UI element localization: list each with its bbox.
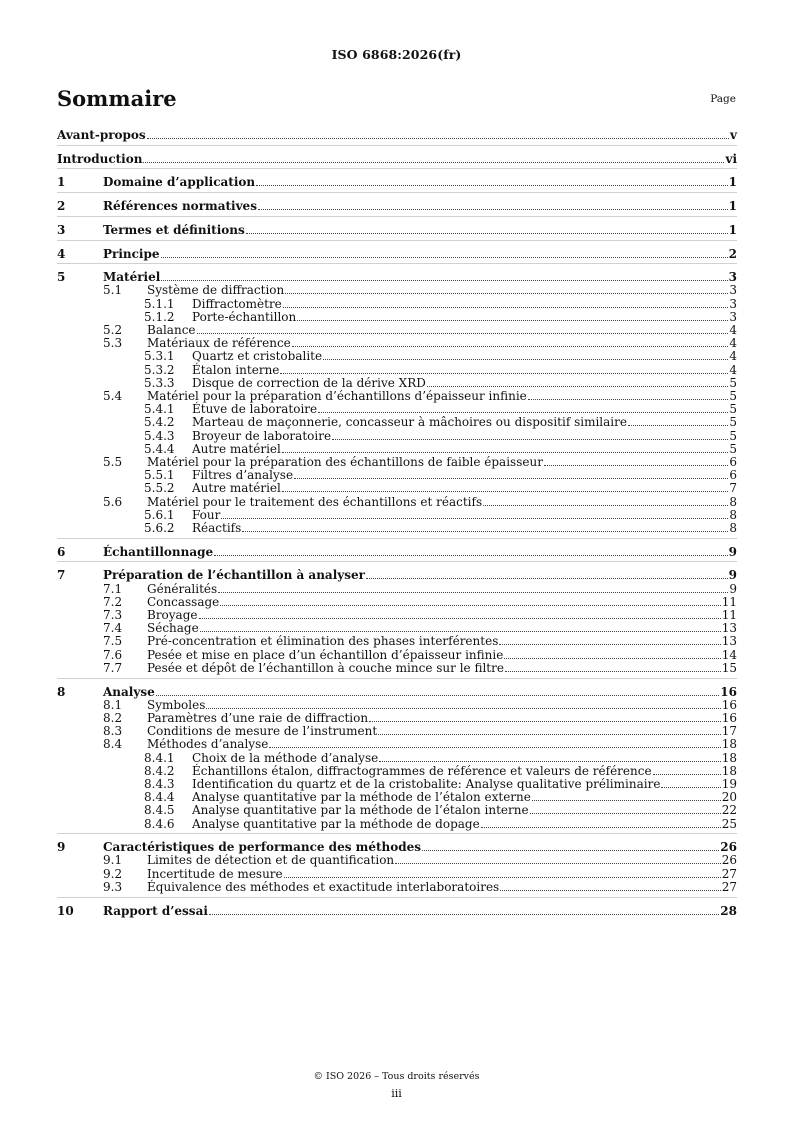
- toc-entry-page: 8: [729, 507, 737, 522]
- toc-entry-title: Diffractomètre: [192, 296, 282, 311]
- toc-entry-page: 4: [729, 336, 737, 351]
- toc-entry-number: 5.5.1: [144, 468, 175, 483]
- toc-entry[interactable]: [57, 223, 737, 237]
- dot-leader: [505, 671, 721, 672]
- dot-leader: [323, 359, 728, 360]
- toc-entry[interactable]: [57, 376, 737, 390]
- dot-leader: [427, 386, 728, 387]
- dot-leader: [285, 293, 728, 294]
- toc-entry-number: 6: [57, 544, 66, 559]
- toc-entry-page: 27: [721, 879, 737, 894]
- toc-entry-page: 26: [720, 840, 737, 855]
- toc-entry-number: 5.2: [103, 323, 123, 337]
- toc-entry-page: 5: [729, 441, 737, 456]
- toc-entry-page: 27: [721, 866, 737, 881]
- toc-entry[interactable]: [57, 495, 737, 509]
- dot-leader: [532, 800, 721, 801]
- toc-entry-page: 3: [729, 296, 737, 311]
- toc-entry-page: 6: [729, 455, 737, 469]
- dot-leader: [530, 813, 721, 814]
- toc-entry[interactable]: [57, 790, 737, 804]
- toc-entry-page: 16: [721, 697, 737, 712]
- dot-leader: [653, 774, 721, 775]
- toc-entry-page: 13: [721, 621, 737, 636]
- toc-entry-title: Concassage: [147, 594, 220, 609]
- toc-entry-title: Caractéristiques de performance des méthodes: [103, 840, 422, 855]
- toc-entry-number: 5.5.2: [144, 481, 175, 496]
- toc-entry-number: 1: [57, 175, 66, 190]
- toc-entry-page: 9: [728, 544, 737, 559]
- dot-leader: [661, 787, 720, 788]
- toc-entry[interactable]: [57, 711, 737, 725]
- toc-entry-number: 7.5: [103, 634, 123, 649]
- toc-entry[interactable]: [57, 634, 737, 648]
- toc-entry-number: 5.4: [103, 389, 123, 403]
- toc-entry-page: 28: [720, 903, 737, 918]
- toc-entry[interactable]: [57, 508, 737, 522]
- toc-entry-page: vi: [725, 151, 737, 166]
- toc-entry-number: 5.6.2: [144, 521, 175, 535]
- dot-leader: [282, 452, 729, 453]
- toc-entry-number: 5.6.1: [144, 507, 175, 522]
- toc-separator: [57, 897, 737, 898]
- dot-leader: [366, 578, 728, 579]
- toc-entry-title: Généralités: [147, 581, 218, 596]
- toc-separator: [57, 263, 737, 264]
- toc-entry-page: 6: [729, 468, 737, 483]
- dot-leader: [332, 439, 728, 440]
- toc-entry[interactable]: [57, 764, 737, 778]
- toc-entry-page: 7: [729, 481, 737, 496]
- toc-entry-number: 9: [57, 840, 66, 855]
- toc-entry[interactable]: [57, 582, 737, 596]
- toc-entry-title: Analyse quantitative par la méthode de l’étalon interne: [192, 803, 529, 818]
- dot-leader: [220, 605, 720, 606]
- toc-entry-title: Identification du quartz et de la cristobalite: Analyse qualitative préliminaire: [192, 776, 661, 791]
- toc-entry-title: Pesée et mise en place d’un échantillon d’épaisseur infinie: [147, 647, 504, 662]
- toc-entry[interactable]: [57, 751, 737, 765]
- dot-leader: [500, 890, 721, 891]
- toc-entry[interactable]: [57, 521, 737, 535]
- dot-leader: [200, 631, 721, 632]
- dot-leader: [628, 425, 728, 426]
- toc-entry-page: 1: [728, 199, 737, 214]
- toc-entry-number: 7.6: [103, 647, 123, 662]
- toc-entry-title: Choix de la méthode d’analyse: [192, 750, 379, 765]
- toc-entry[interactable]: [57, 867, 737, 881]
- toc-entry-page: 4: [729, 349, 737, 364]
- copyright-footer: © ISO 2026 – Tous droits réservés: [313, 1071, 480, 1082]
- toc-entry-number: 8.1: [103, 697, 123, 712]
- dot-leader: [147, 138, 729, 139]
- toc-entry[interactable]: [57, 429, 737, 443]
- toc-separator: [57, 833, 737, 834]
- toc-entry-title: Matériel pour la préparation des échantillons de faible épaisseur: [147, 455, 543, 469]
- dot-leader: [318, 412, 728, 413]
- toc-entry-number: 5.1.1: [144, 296, 175, 311]
- toc-entry-page: 11: [721, 594, 737, 609]
- dot-leader: [143, 162, 724, 163]
- toc-entry-title: Réactifs: [192, 521, 242, 535]
- dot-leader: [214, 555, 727, 556]
- toc-entry-page: 15: [721, 660, 737, 675]
- toc-entry[interactable]: [57, 310, 737, 324]
- toc-entry-number: 8.4.5: [144, 803, 175, 818]
- toc-entry-page: 4: [729, 323, 737, 337]
- toc-entry[interactable]: [57, 621, 737, 635]
- toc-entry-title: Introduction: [57, 151, 143, 166]
- toc-entry[interactable]: [57, 152, 737, 166]
- toc-entry-number: 10: [57, 903, 74, 918]
- toc-entry-page: 16: [721, 710, 737, 725]
- dot-leader: [528, 399, 729, 400]
- toc-entry[interactable]: [57, 777, 737, 791]
- toc-entry-title: Échantillonnage: [103, 544, 214, 559]
- toc-entry[interactable]: [57, 661, 737, 675]
- toc-entry[interactable]: [57, 199, 737, 213]
- toc-entry-page: 8: [729, 521, 737, 535]
- dot-leader: [282, 491, 729, 492]
- toc-entry-title: Filtres d’analyse: [192, 468, 294, 483]
- toc-entry-number: 3: [57, 222, 66, 237]
- toc-entry-title: Principe: [103, 246, 160, 261]
- toc-entry-title: Rapport d’essai: [103, 903, 208, 918]
- dot-leader: [246, 233, 728, 234]
- toc-entry[interactable]: [57, 803, 737, 817]
- toc-entry[interactable]: [57, 648, 737, 662]
- toc-entry-number: 9.1: [103, 853, 123, 868]
- dot-leader: [544, 465, 728, 466]
- toc-entry-title: Autre matériel: [192, 481, 281, 496]
- toc-entry-title: Étalon interne: [192, 362, 280, 377]
- toc-entry-number: 8.4.4: [144, 790, 175, 805]
- dot-leader: [206, 708, 720, 709]
- toc-entry[interactable]: [57, 455, 737, 469]
- toc-entry-number: 5.3.2: [144, 362, 175, 377]
- toc-entry-title: Matériel: [103, 270, 161, 285]
- toc-entry-page: 5: [729, 415, 737, 430]
- toc-entry-title: Échantillons étalon, diffractogrammes de référence et valeurs de référence: [192, 763, 652, 778]
- toc-separator: [57, 240, 737, 241]
- toc-entry-page: v: [730, 128, 737, 142]
- toc-entry[interactable]: [57, 363, 737, 377]
- toc-entry-number: 7.1: [103, 581, 123, 596]
- toc-entry[interactable]: [57, 737, 737, 751]
- page-title: Sommaire: [57, 86, 177, 111]
- toc-entry-page: 5: [729, 375, 737, 390]
- dot-leader: [199, 618, 721, 619]
- toc-entry-title: Matériel pour le traitement des échantillons et réactifs: [147, 494, 483, 509]
- dot-leader: [209, 914, 719, 915]
- toc-entry[interactable]: [57, 336, 737, 350]
- dot-leader: [256, 185, 728, 186]
- toc-entry-number: 7.3: [103, 608, 123, 622]
- toc-entry-title: Autre matériel: [192, 441, 281, 456]
- dot-leader: [481, 827, 721, 828]
- toc-entry[interactable]: [57, 442, 737, 456]
- toc-entry-number: 5: [57, 270, 66, 285]
- toc-entry[interactable]: [57, 247, 737, 261]
- dot-leader: [161, 257, 728, 258]
- toc-entry-title: Incertitude de mesure: [147, 866, 283, 881]
- toc-entry-page: 5: [729, 428, 737, 443]
- toc-entry-number: 7.2: [103, 594, 123, 609]
- toc-entry-number: 9.2: [103, 866, 123, 881]
- toc-entry-title: Limites de détection et de quantification: [147, 853, 395, 868]
- toc-entry-page: 9: [728, 568, 737, 583]
- toc-entry-title: Analyse quantitative par la méthode de dopage: [192, 816, 480, 831]
- toc-entry-title: Matériel pour la préparation d’échantillons d’épaisseur infinie: [147, 389, 527, 403]
- page-number: iii: [391, 1087, 402, 1100]
- toc-entry[interactable]: [57, 270, 737, 284]
- toc-separator: [57, 192, 737, 193]
- toc-entry-title: Marteau de maçonnerie, concasseur à mâchoires ou dispositif similaire: [192, 415, 627, 430]
- toc-entry-title: Étuve de laboratoire: [192, 402, 318, 417]
- toc-entry-title: Références normatives: [103, 199, 257, 214]
- toc-entry-page: 16: [720, 684, 737, 699]
- toc-entry-number: 8.2: [103, 710, 123, 725]
- toc-entry-number: 5.6: [103, 494, 123, 509]
- toc-entry[interactable]: [57, 323, 737, 337]
- toc-entry-page: 11: [721, 608, 737, 622]
- toc-entry-number: 5.3.3: [144, 375, 175, 390]
- dot-leader: [483, 505, 728, 506]
- toc-entry[interactable]: [57, 840, 737, 854]
- toc-separator: [57, 168, 737, 169]
- toc-entry[interactable]: [57, 853, 737, 867]
- dot-leader: [156, 695, 720, 696]
- toc-entry-page: 19: [721, 776, 737, 791]
- dot-leader: [294, 478, 728, 479]
- toc-entry-page: 1: [728, 175, 737, 190]
- dot-leader: [242, 531, 728, 532]
- toc-entry[interactable]: [57, 349, 737, 363]
- toc-entry-title: Système de diffraction: [147, 283, 285, 298]
- toc-entry-page: 20: [721, 790, 737, 805]
- toc-separator: [57, 561, 737, 562]
- toc-entry-title: Méthodes d’analyse: [147, 737, 269, 752]
- toc-entry-number: 5.4.3: [144, 428, 175, 443]
- toc-entry-number: 8.4.1: [144, 750, 175, 765]
- toc-entry[interactable]: [57, 724, 737, 738]
- toc-entry-title: Analyse: [103, 684, 155, 699]
- toc-entry-title: Équivalence des méthodes et exactitude interlaboratoires: [147, 879, 500, 894]
- toc-entry-number: 8.4.6: [144, 816, 175, 831]
- toc-entry-page: 8: [729, 494, 737, 509]
- toc-entry[interactable]: [57, 568, 737, 582]
- dot-leader: [280, 373, 728, 374]
- dot-leader: [218, 592, 728, 593]
- dot-leader: [369, 721, 721, 722]
- toc-entry-title: Pesée et dépôt de l’échantillon à couche mince sur le filtre: [147, 660, 504, 675]
- dot-leader: [283, 307, 729, 308]
- toc-entry-number: 4: [57, 246, 66, 261]
- toc-entry[interactable]: [57, 468, 737, 482]
- toc-entry-number: 7: [57, 568, 66, 583]
- toc-entry[interactable]: [57, 817, 737, 831]
- toc-entry-page: 9: [729, 581, 737, 596]
- toc-entry-page: 3: [729, 309, 737, 324]
- toc-entry-title: Four: [192, 507, 221, 522]
- toc-entry-title: Symboles: [147, 697, 206, 712]
- dot-leader: [269, 747, 720, 748]
- toc-entry-page: 1: [728, 222, 737, 237]
- page-column-label: Page: [710, 93, 736, 105]
- toc-entry-page: 13: [721, 634, 737, 649]
- toc-entry-title: Préparation de l’échantillon à analyser: [103, 568, 365, 583]
- toc-entry[interactable]: [57, 128, 737, 142]
- toc-entry-page: 3: [728, 270, 737, 285]
- toc-entry-number: 5.4.1: [144, 402, 175, 417]
- toc-entry[interactable]: [57, 608, 737, 622]
- toc-entry-page: 5: [729, 389, 737, 403]
- dot-leader: [499, 644, 720, 645]
- dot-leader: [292, 346, 729, 347]
- toc-entry-title: Broyage: [147, 608, 198, 622]
- toc-entry[interactable]: [57, 545, 737, 559]
- toc-entry[interactable]: [57, 415, 737, 429]
- toc-entry-number: 5.4.2: [144, 415, 175, 430]
- toc-entry-title: Disque de correction de la dérive XRD: [192, 375, 426, 390]
- toc-entry-page: 18: [721, 750, 737, 765]
- dot-leader: [395, 863, 721, 864]
- toc-entry-number: 8.4.2: [144, 763, 175, 778]
- toc-entry[interactable]: [57, 389, 737, 403]
- toc-entry[interactable]: [57, 904, 737, 918]
- toc-entry[interactable]: [57, 481, 737, 495]
- toc-entry-page: 5: [729, 402, 737, 417]
- toc-entry-number: 8: [57, 684, 66, 699]
- toc-entry[interactable]: [57, 283, 737, 297]
- toc-entry-title: Domaine d’application: [103, 175, 256, 190]
- dot-leader: [504, 658, 720, 659]
- document-id-header: ISO 6868:2026(fr): [331, 47, 462, 62]
- toc-entry[interactable]: [57, 698, 737, 712]
- dot-leader: [161, 280, 727, 281]
- toc-entry-number: 5.4.4: [144, 441, 175, 456]
- toc-entry-number: 9.3: [103, 879, 123, 894]
- toc-separator: [57, 678, 737, 679]
- toc-entry-number: 5.3.1: [144, 349, 175, 364]
- toc-entry-title: Termes et définitions: [103, 222, 245, 237]
- toc-entry-title: Pré-concentration et élimination des phases interférentes: [147, 634, 499, 649]
- toc-entry-page: 18: [721, 737, 737, 752]
- toc-separator: [57, 216, 737, 217]
- toc-entry[interactable]: [57, 297, 737, 311]
- toc-entry-title: Conditions de mesure de l’instrument: [147, 724, 378, 739]
- toc-entry-number: 5.3: [103, 336, 123, 351]
- toc-entry[interactable]: [57, 880, 737, 894]
- dot-leader: [197, 333, 729, 334]
- dot-leader: [378, 734, 721, 735]
- toc-entry-page: 22: [721, 803, 737, 818]
- toc-entry-title: Paramètres d’une raie de diffraction: [147, 710, 369, 725]
- toc-entry-title: Analyse quantitative par la méthode de l’étalon externe: [192, 790, 531, 805]
- dot-leader: [284, 877, 721, 878]
- dot-leader: [258, 209, 728, 210]
- toc-entry-number: 8.4.3: [144, 776, 175, 791]
- toc-entry-number: 7.4: [103, 621, 123, 636]
- toc-entry-number: 8.4: [103, 737, 123, 752]
- toc-entry-page: 14: [721, 647, 737, 662]
- toc-entry-page: 17: [721, 724, 737, 739]
- toc-entry[interactable]: [57, 402, 737, 416]
- toc-entry-page: 25: [721, 816, 737, 831]
- toc-entry-title: Broyeur de laboratoire: [192, 428, 332, 443]
- toc-entry-page: 18: [721, 763, 737, 778]
- toc-entry-number: 5.1: [103, 283, 123, 298]
- toc-entry[interactable]: [57, 175, 737, 189]
- toc-entry-title: Matériaux de référence: [147, 336, 291, 351]
- toc-entry-title: Porte-échantillon: [192, 309, 297, 324]
- toc-entry-title: Séchage: [147, 621, 199, 636]
- toc-entry-page: 26: [721, 853, 737, 868]
- toc-entry-number: 2: [57, 199, 66, 214]
- dot-leader: [379, 761, 720, 762]
- toc-entry-page: 2: [728, 246, 737, 261]
- toc-separator: [57, 538, 737, 539]
- toc-entry-number: 8.3: [103, 724, 123, 739]
- toc-entry-page: 4: [729, 362, 737, 377]
- toc-entry[interactable]: [57, 685, 737, 699]
- dot-leader: [297, 320, 728, 321]
- toc-entry-title: Quartz et cristobalite: [192, 349, 323, 364]
- toc-entry-title: Balance: [147, 323, 196, 337]
- dot-leader: [221, 518, 728, 519]
- toc-entry-title: Avant-propos: [57, 128, 146, 142]
- toc-separator: [57, 145, 737, 146]
- toc-entry-page: 3: [729, 283, 737, 298]
- toc-entry[interactable]: [57, 595, 737, 609]
- toc-entry-number: 5.1.2: [144, 309, 175, 324]
- toc-entry-number: 7.7: [103, 660, 123, 675]
- toc-entry-number: 5.5: [103, 455, 123, 469]
- dot-leader: [422, 850, 719, 851]
